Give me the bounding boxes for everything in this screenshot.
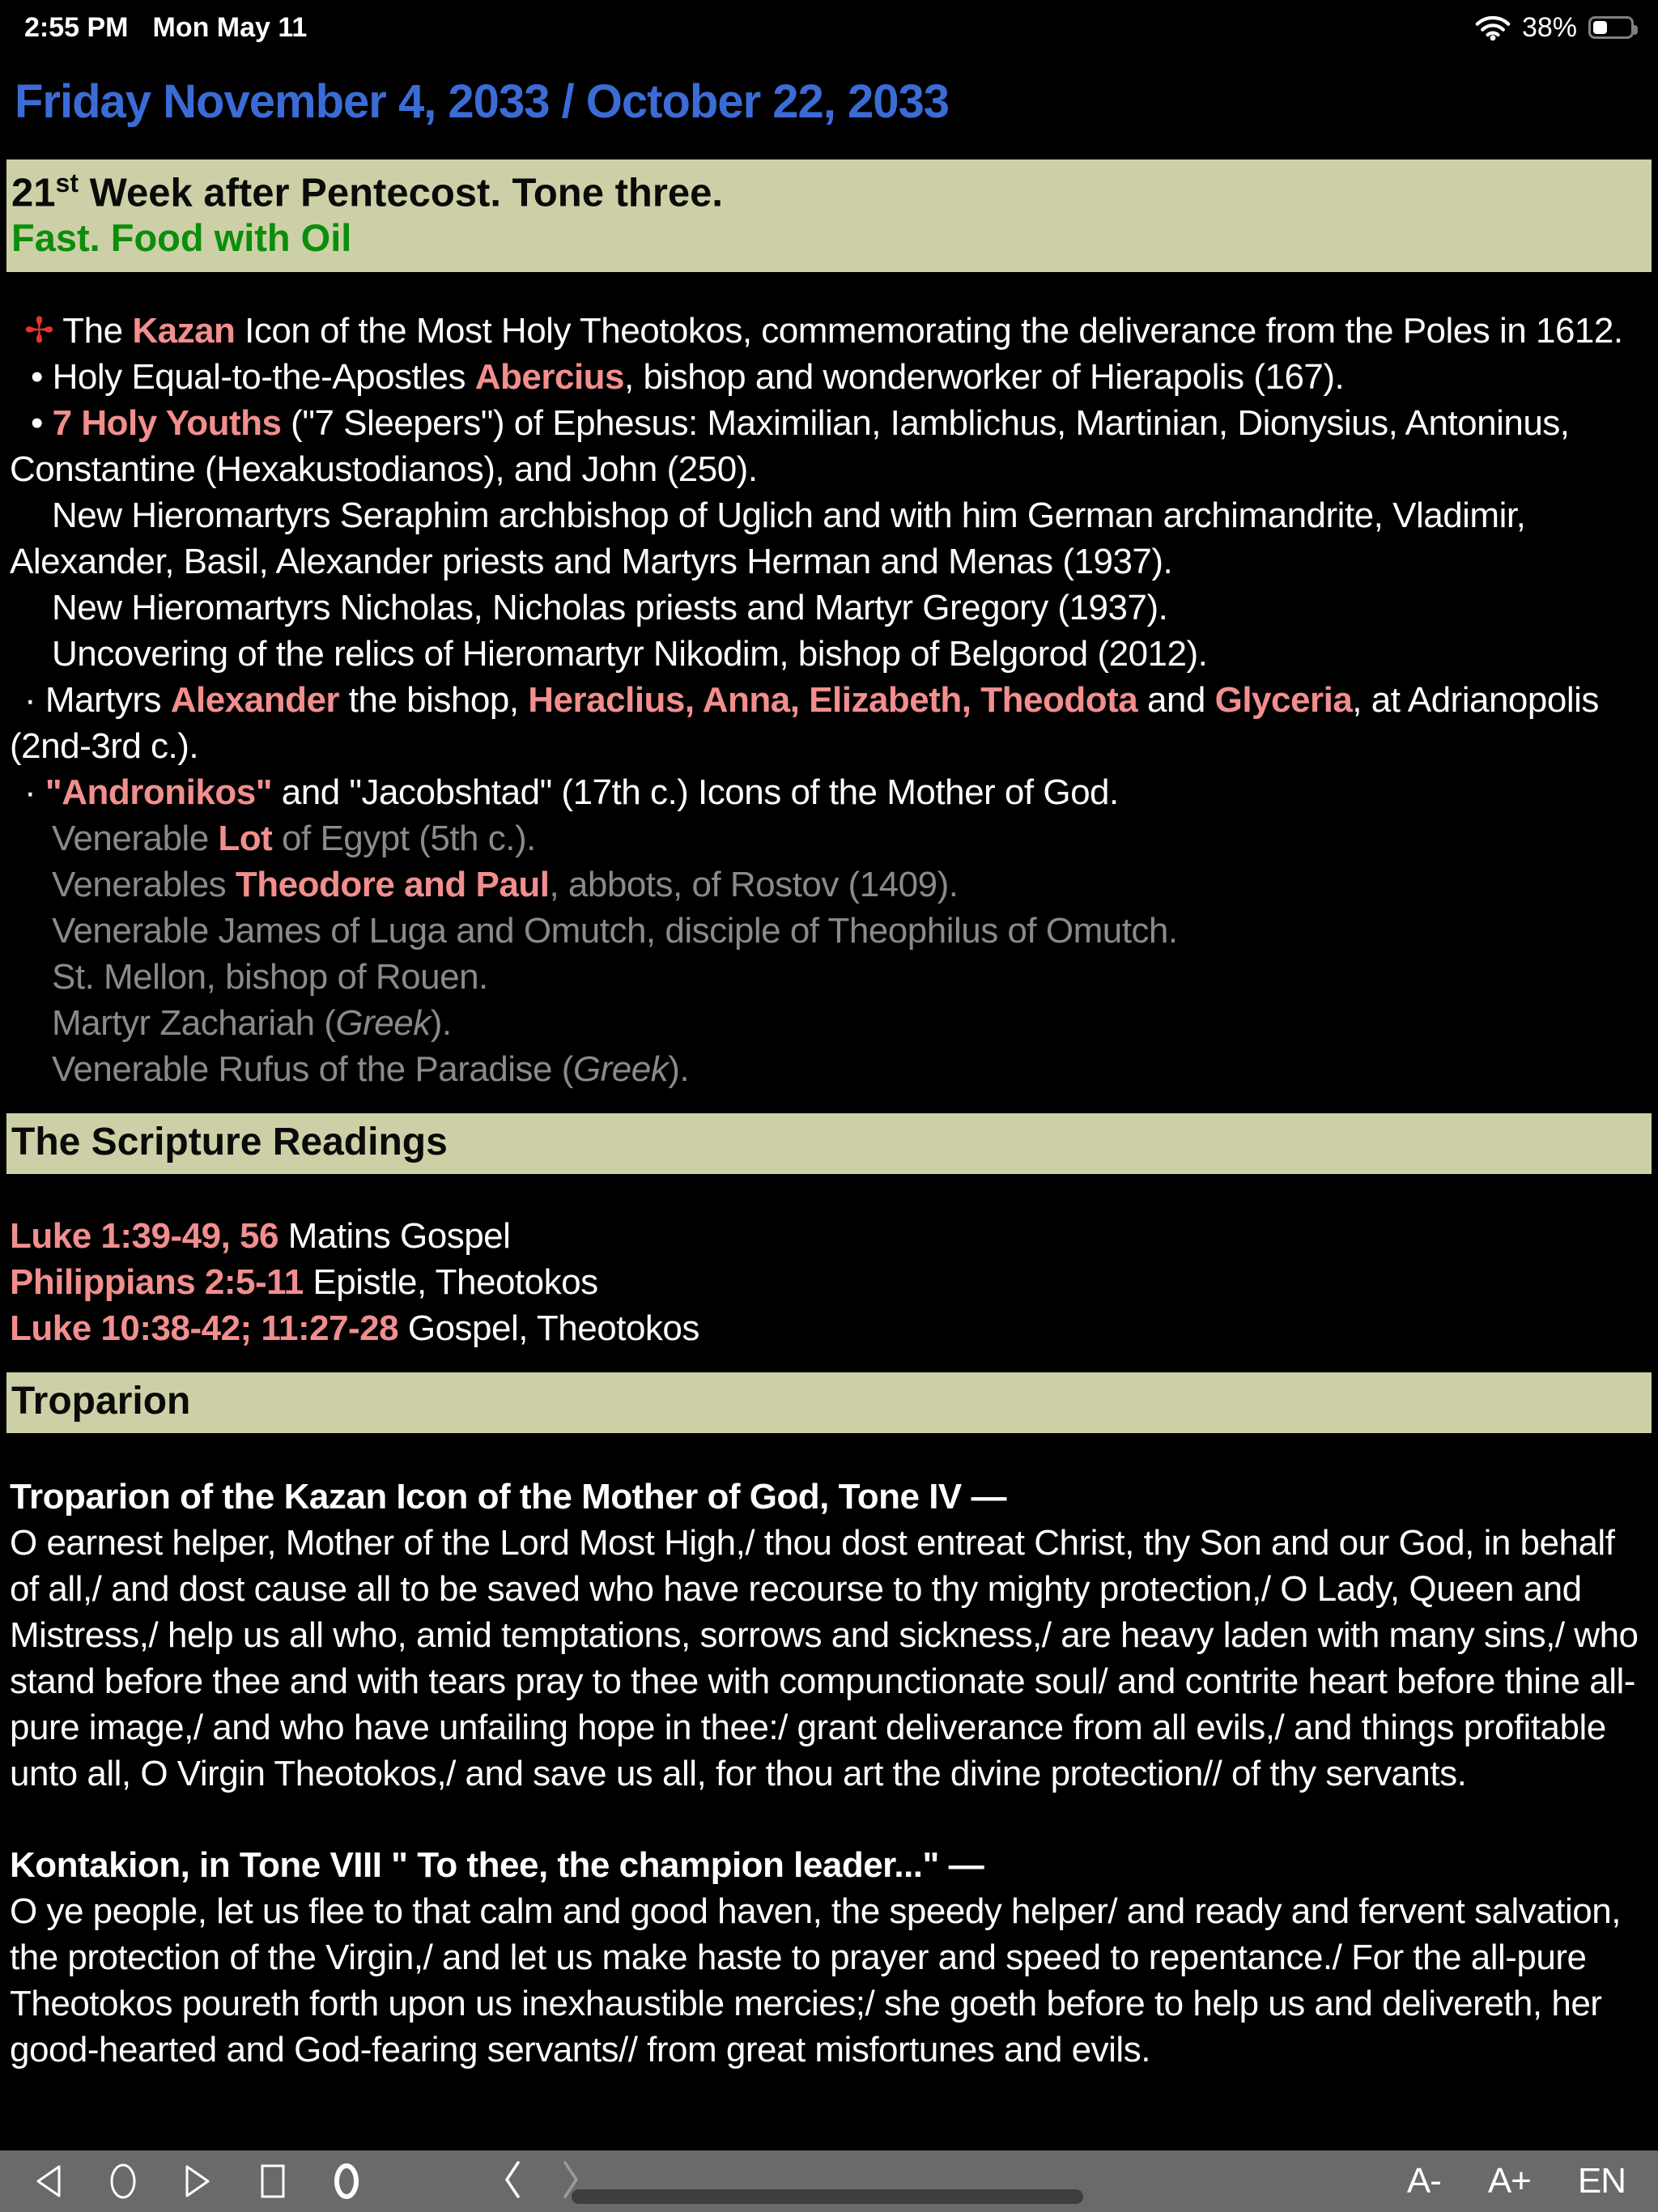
text-run: Venerables <box>52 864 236 904</box>
hymn-heading: Troparion of the Kazan Icon of the Mother of God, Tone IV — <box>10 1476 1006 1516</box>
commemoration-item <box>10 492 1647 585</box>
week-number: 21 <box>11 171 56 215</box>
dot-icon: · <box>24 679 45 720</box>
chevron-left-icon[interactable] <box>499 2159 523 2204</box>
text-run: New Hieromartyrs Nicholas, Nicholas priests and Martyr Gregory (1937). <box>52 587 1168 627</box>
battery-icon <box>1588 16 1634 39</box>
text-run: Greek <box>572 1049 669 1089</box>
saint-link[interactable]: Kazan <box>132 310 236 351</box>
text-run: of Egypt (5th c.). <box>272 818 536 858</box>
text-run: the bishop, <box>339 679 529 720</box>
section-header-readings: The Scripture Readings <box>6 1113 1652 1174</box>
readings-list <box>10 1213 1647 1351</box>
scripture-link[interactable]: Luke 10:38-42; 11:27-28 <box>10 1308 399 1348</box>
reading-item <box>10 1259 1647 1305</box>
font-smaller-button[interactable]: A- <box>1406 2161 1441 2201</box>
bottom-toolbar <box>0 2150 1658 2212</box>
language-button[interactable]: EN <box>1577 2161 1626 2201</box>
saint-link[interactable]: Abercius <box>474 356 625 397</box>
text-run: St. Mellon, bishop of Rouen. <box>52 956 488 997</box>
saint-link[interactable]: Heraclius, Anna, Elizabeth, Theodota <box>528 679 1138 720</box>
reading-desc: Epistle, Theotokos <box>303 1261 598 1302</box>
scripture-link[interactable]: Luke 1:39-49, 56 <box>10 1215 278 1256</box>
commemoration-item <box>10 954 1647 1000</box>
next-triangle-icon[interactable] <box>181 2162 214 2201</box>
status-indicators <box>1475 12 1634 44</box>
text-run: Icon of the Most Holy Theotokos, commemorating the deliverance from the Poles in 1612. <box>235 310 1623 351</box>
text-controls <box>1407 2161 1626 2201</box>
text-run: , abbots, of Rostov (1409). <box>549 864 959 904</box>
saint-link[interactable]: Alexander <box>170 679 340 720</box>
oval-icon[interactable] <box>330 2162 363 2201</box>
hymn-body: O ye people, let us flee to that calm and good haven, the speedy helper/ and ready and fervent salvation, the protection of the Virgin,/ and let us make haste to prayer and speed to repentance./ For the all-pure Theotokos poureth forth upon us inexhaustible mercies;/ she goeth before to help us and delivereth, her good-hearted and God-fearing servants// from great misfortunes and evils. <box>10 1891 1621 2069</box>
hymns-list <box>10 1474 1647 2073</box>
text-run: Venerable <box>52 818 219 858</box>
circle-icon[interactable] <box>107 2162 139 2201</box>
commemoration-item <box>10 769 1647 815</box>
reading-item <box>10 1213 1647 1259</box>
hymn-block <box>10 1474 1647 1797</box>
saint-link[interactable]: Glyceria <box>1214 679 1353 720</box>
commemoration-item <box>10 908 1647 954</box>
fast-line: Fast. Food with Oil <box>11 216 352 260</box>
battery-percent: 38% <box>1521 11 1577 43</box>
text-run: Venerable James of Luga and Omutch, disciple of Theophilus of Omutch. <box>52 910 1178 951</box>
commemoration-item <box>10 677 1647 769</box>
scrollbar[interactable] <box>572 2189 1083 2204</box>
saint-link[interactable]: "Andronikos" <box>45 772 273 812</box>
text-run: , bishop and wonderworker of Hierapolis (167). <box>624 356 1345 397</box>
status-bar <box>0 0 1658 50</box>
week-header-bar <box>6 160 1652 272</box>
text-run: Greek <box>335 1002 431 1043</box>
square-icon[interactable] <box>256 2162 288 2201</box>
battery-fill <box>1593 21 1607 34</box>
text-run: New Hieromartyrs Seraphim archbishop of Uglich and with him German archimandrite, Vladimir, Alexander, Basil, Alexander priests and Martyrs Herman and Menas (1937). <box>10 495 1526 581</box>
week-line <box>11 169 1643 215</box>
commemoration-item <box>10 861 1647 908</box>
commemoration-item <box>10 1046 1647 1092</box>
commemoration-item <box>10 308 1647 354</box>
reading-desc: Gospel, Theotokos <box>398 1308 699 1348</box>
commemoration-item <box>10 354 1647 400</box>
status-time-date <box>24 12 331 44</box>
text-run: Uncovering of the relics of Hieromartyr Nikodim, bishop of Belgorod (2012). <box>52 633 1208 674</box>
commemorations-list <box>10 308 1647 1092</box>
text-run: , at Adrianopolis (2nd-3rd c.). <box>10 679 1599 766</box>
saint-link[interactable]: 7 Holy Youths <box>52 402 282 443</box>
reading-item <box>10 1305 1647 1351</box>
commemoration-item <box>10 631 1647 677</box>
commemoration-item <box>10 400 1647 492</box>
dot-icon: · <box>24 772 45 812</box>
saint-link[interactable]: Lot <box>218 818 273 858</box>
hymn-heading: Kontakion, in Tone VIII " To thee, the champion leader..." — <box>10 1844 984 1885</box>
text-run: Venerable Rufus of the Paradise ( <box>52 1049 573 1089</box>
commemoration-item <box>10 585 1647 631</box>
text-run: The <box>62 310 133 351</box>
week-text: Week after Pentecost. Tone three. <box>78 171 724 215</box>
reading-desc: Matins Gospel <box>278 1215 511 1256</box>
prev-triangle-icon[interactable] <box>32 2162 65 2201</box>
text-run: ). <box>430 1002 452 1043</box>
commemoration-item <box>10 1000 1647 1046</box>
section-header-troparion: Troparion <box>6 1372 1652 1433</box>
bullet-icon: • <box>31 356 53 397</box>
commemoration-item <box>10 815 1647 861</box>
wifi-icon <box>1475 15 1511 40</box>
text-run: Holy Equal-to-the-Apostles <box>52 356 475 397</box>
bullet-icon: • <box>31 402 53 443</box>
text-run: Martyrs <box>45 679 171 720</box>
text-run: Martyr Zachariah ( <box>52 1002 336 1043</box>
hymn-body: O earnest helper, Mother of the Lord Most High,/ thou dost entreat Christ, thy Son and our God, in behalf of all,/ and dost cause all to be saved who have recourse to thy mighty protection,/ O Lady, Queen and Mistress,/ help us all who, amid temptations, sorrows and sickness,/ are heavy laden with many sins,/ who stand before thee and with tears pray to thee with compunctionate soul/ and contrite heart before thine all-pure image,/ and who have unfailing hope in thee:/ grant deliverance from all evils,/ and things profitable unto all, O Virgin Theotokos,/ and save us all, for thou art the divine protection// of thy servants. <box>10 1522 1639 1793</box>
text-run: and <box>1137 679 1215 720</box>
text-run: and "Jacobshtad" (17th c.) Icons of the Mother of God. <box>272 772 1119 812</box>
cross-icon: ✢ <box>24 310 63 351</box>
status-date: Mon May 11 <box>152 11 308 43</box>
text-run: ("7 Sleepers") of Ephesus: Maximilian, Iamblichus, Martinian, Dionysius, Antoninus, Constantine (Hexakustodianos), and John (250). <box>10 402 1570 489</box>
status-time: 2:55 PM <box>24 11 129 43</box>
saint-link[interactable]: Theodore and Paul <box>235 864 550 904</box>
text-run: ). <box>668 1049 690 1089</box>
nav-icons <box>32 2162 363 2201</box>
battery-tip <box>1634 25 1638 35</box>
page-title: Friday November 4, 2033 / October 22, 2033 <box>15 75 950 128</box>
scripture-link[interactable]: Philippians 2:5-11 <box>10 1261 304 1302</box>
hymn-block <box>10 1842 1647 2073</box>
font-larger-button[interactable]: A+ <box>1487 2161 1531 2201</box>
week-ordinal: st <box>55 168 79 198</box>
